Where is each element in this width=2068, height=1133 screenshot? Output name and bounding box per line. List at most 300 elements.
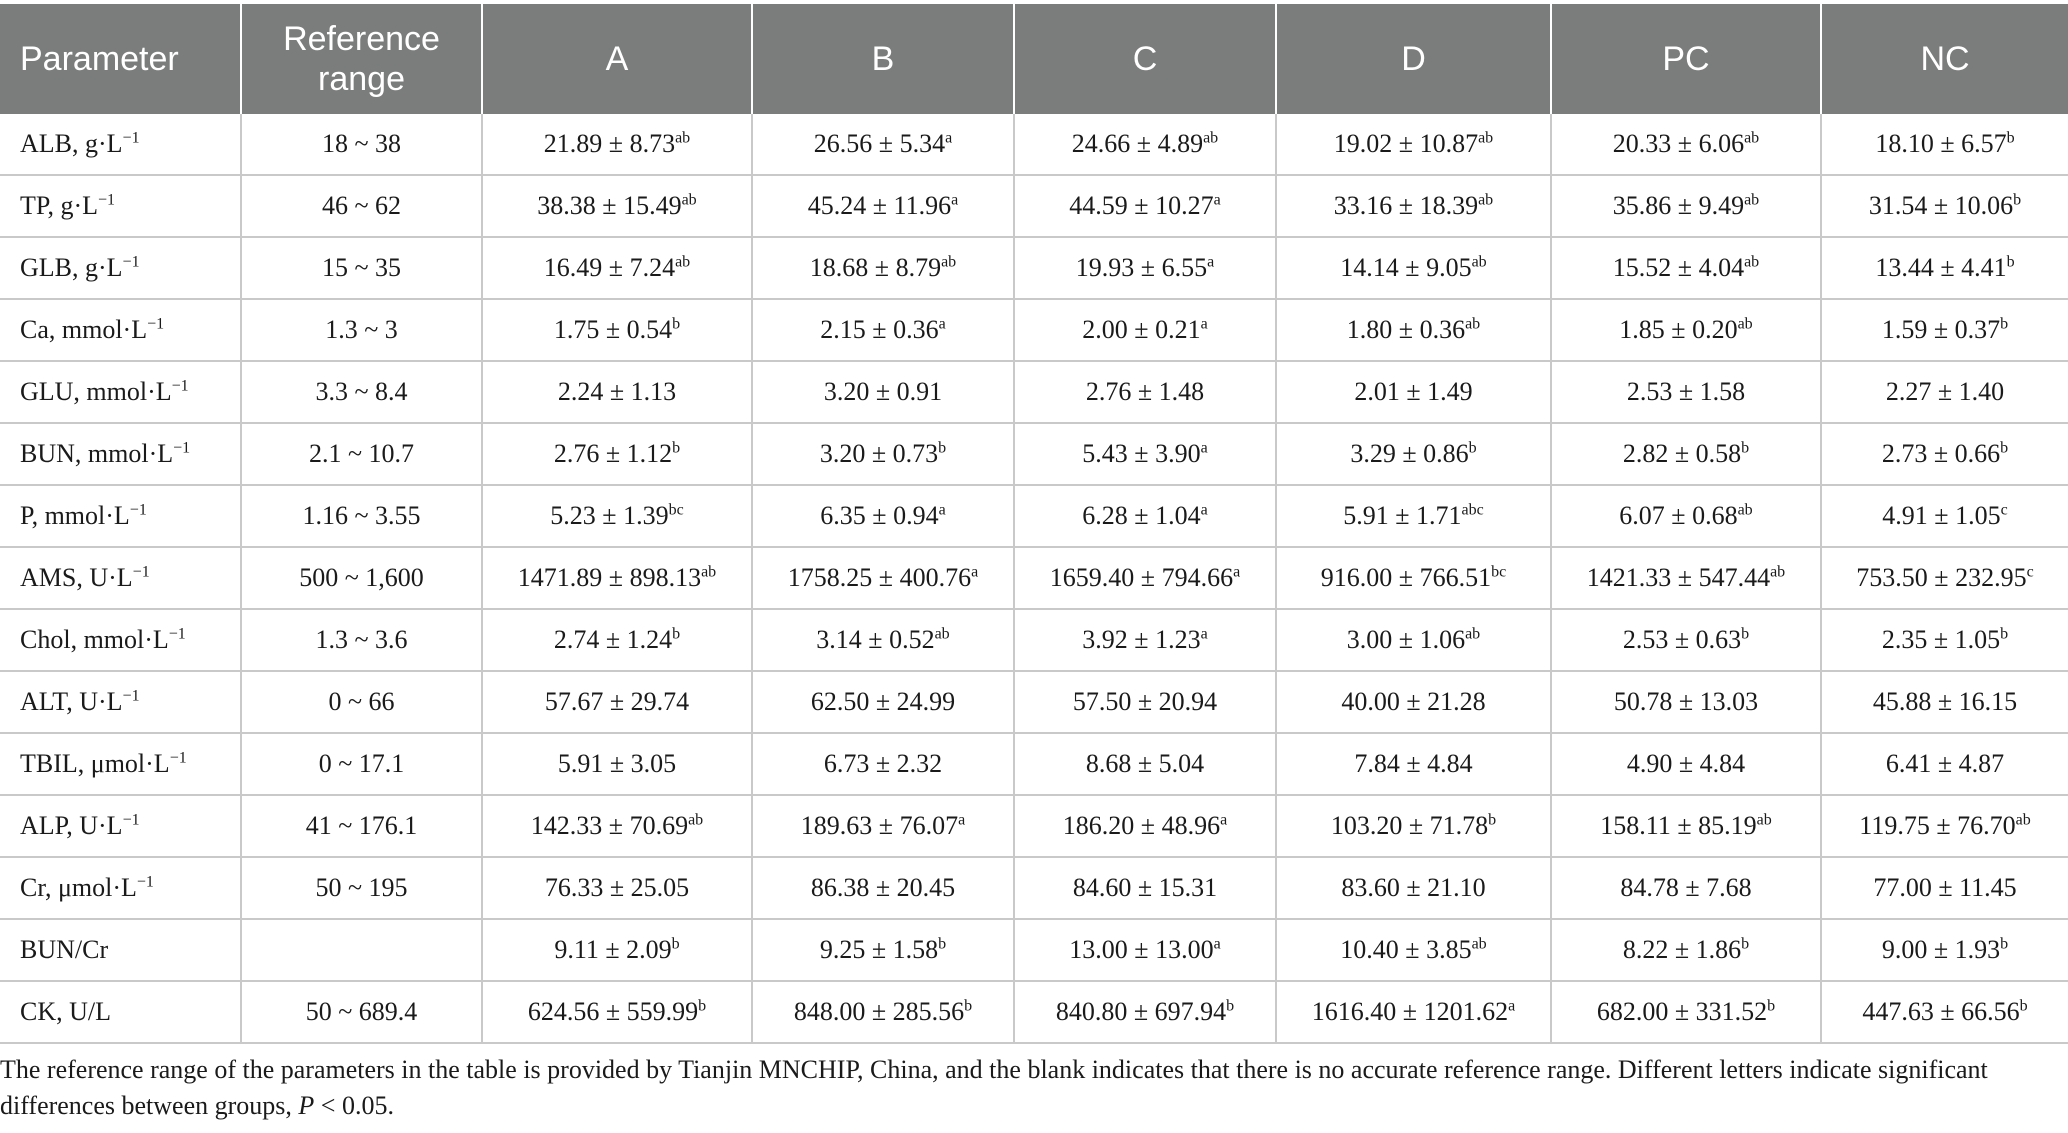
parameter-cell — [0, 547, 241, 609]
significance-letters: c — [2026, 563, 2034, 581]
mean-sd-value: 9.11 ± 2.09 — [554, 935, 672, 964]
parameter-name: TP, g·L — [20, 191, 98, 220]
mean-sd-value: 24.66 ± 4.89 — [1071, 129, 1204, 158]
parameter-cell — [0, 485, 241, 547]
mean-sd-value: 2.74 ± 1.24 — [553, 625, 673, 654]
significance-letters: ab — [1744, 191, 1760, 209]
significance-letters: ab — [1465, 315, 1481, 333]
value-cell — [1551, 547, 1821, 609]
significance-letters: b — [672, 315, 681, 333]
value-cell — [1551, 299, 1821, 361]
mean-sd-value: 1758.25 ± 400.76 — [787, 563, 972, 592]
significance-letters: b — [672, 625, 681, 643]
mean-sd-value: 1659.40 ± 794.66 — [1049, 563, 1234, 592]
mean-sd-value: 447.63 ± 66.56 — [1862, 997, 2020, 1026]
value-cell — [1276, 175, 1551, 237]
table-row — [0, 981, 2068, 1043]
significance-letters: ab — [1471, 935, 1487, 953]
reference-range-cell: 41 ~ 176.1 — [241, 795, 482, 857]
reference-range-cell: 500 ~ 1,600 — [241, 547, 482, 609]
significance-letters: b — [938, 935, 947, 953]
value-cell — [482, 919, 752, 981]
value-cell — [1551, 609, 1821, 671]
mean-sd-value: 8.22 ± 1.86 — [1622, 935, 1742, 964]
reference-range-cell: 1.3 ~ 3.6 — [241, 609, 482, 671]
value-cell — [1276, 671, 1551, 733]
table-row — [0, 547, 2068, 609]
significance-letters: b — [672, 439, 681, 457]
significance-letters: a — [1233, 563, 1241, 581]
mean-sd-value: 13.00 ± 13.00 — [1069, 935, 1214, 964]
reference-range-cell: 15 ~ 35 — [241, 237, 482, 299]
value-cell — [1276, 361, 1551, 423]
mean-sd-value: 31.54 ± 10.06 — [1868, 191, 2014, 220]
parameter-cell — [0, 237, 241, 299]
significance-letters: a — [1213, 935, 1221, 953]
significance-letters: ab — [1770, 563, 1786, 581]
mean-sd-value: 3.20 ± 0.91 — [823, 377, 943, 406]
value-cell — [482, 361, 752, 423]
mean-sd-value: 84.60 ± 15.31 — [1072, 873, 1218, 902]
significance-letters: ab — [1744, 129, 1760, 147]
significance-letters: ab — [1465, 625, 1481, 643]
significance-letters: a — [1200, 501, 1208, 519]
significance-letters: a — [1213, 191, 1221, 209]
table-row — [0, 237, 2068, 299]
unit-exponent: −1 — [122, 253, 140, 271]
mean-sd-value: 1.85 ± 0.20 — [1619, 315, 1738, 344]
mean-sd-value: 119.75 ± 76.70 — [1859, 811, 2016, 840]
significance-letters: b — [938, 439, 947, 457]
value-cell — [1276, 609, 1551, 671]
parameter-name: ALT, U·L — [20, 687, 123, 716]
mean-sd-value: 6.41 ± 4.87 — [1885, 749, 2005, 778]
mean-sd-value: 26.56 ± 5.34 — [813, 129, 946, 158]
table-footnote — [0, 1052, 2030, 1124]
parameter-cell — [0, 733, 241, 795]
significance-letters: ab — [1744, 253, 1760, 271]
value-cell — [1276, 981, 1551, 1043]
mean-sd-value: 20.33 ± 6.06 — [1612, 129, 1745, 158]
significance-letters: ab — [2015, 811, 2031, 829]
table-row — [0, 299, 2068, 361]
mean-sd-value: 1.75 ± 0.54 — [553, 315, 673, 344]
mean-sd-value: 5.91 ± 3.05 — [557, 749, 677, 778]
value-cell — [1821, 361, 2068, 423]
mean-sd-value: 15.52 ± 4.04 — [1612, 253, 1745, 282]
value-cell — [1551, 237, 1821, 299]
table-row — [0, 609, 2068, 671]
mean-sd-value: 2.76 ± 1.48 — [1085, 377, 1205, 406]
value-cell — [752, 919, 1014, 981]
significance-letters: b — [1741, 625, 1750, 643]
column-header: PC — [1551, 4, 1821, 114]
mean-sd-value: 8.68 ± 5.04 — [1085, 749, 1205, 778]
value-cell — [1014, 671, 1276, 733]
value-cell — [482, 981, 752, 1043]
value-cell — [1014, 547, 1276, 609]
parameter-name: GLB, g·L — [20, 253, 123, 282]
unit-exponent: −1 — [122, 811, 140, 829]
reference-range-cell: 46 ~ 62 — [241, 175, 482, 237]
value-cell — [1551, 733, 1821, 795]
mean-sd-value: 1.59 ± 0.37 — [1881, 315, 2001, 344]
mean-sd-value: 2.15 ± 0.36 — [820, 315, 939, 344]
significance-letters: b — [1468, 439, 1477, 457]
value-cell — [1551, 981, 1821, 1043]
mean-sd-value: 57.50 ± 20.94 — [1072, 687, 1218, 716]
mean-sd-value: 6.07 ± 0.68 — [1619, 501, 1738, 530]
results-table — [0, 4, 2068, 1044]
mean-sd-value: 6.28 ± 1.04 — [1082, 501, 1201, 530]
value-cell — [1276, 114, 1551, 175]
mean-sd-value: 21.89 ± 8.73 — [543, 129, 676, 158]
column-header: NC — [1821, 4, 2068, 114]
mean-sd-value: 50.78 ± 13.03 — [1613, 687, 1759, 716]
table-row — [0, 175, 2068, 237]
significance-letters: ab — [1478, 129, 1494, 147]
table-row — [0, 423, 2068, 485]
parameter-name: P, mmol·L — [20, 501, 130, 530]
parameter-name: BUN, mmol·L — [20, 439, 174, 468]
significance-letters: ab — [934, 625, 950, 643]
value-cell — [1821, 423, 2068, 485]
mean-sd-value: 2.00 ± 0.21 — [1082, 315, 1201, 344]
parameter-cell — [0, 857, 241, 919]
mean-sd-value: 2.73 ± 0.66 — [1881, 439, 2001, 468]
reference-range-cell: 1.3 ~ 3 — [241, 299, 482, 361]
significance-letters: ab — [681, 191, 697, 209]
value-cell — [752, 237, 1014, 299]
significance-letters: abc — [1461, 501, 1484, 519]
value-cell — [482, 609, 752, 671]
value-cell — [1276, 299, 1551, 361]
significance-letters: b — [2019, 997, 2028, 1015]
value-cell — [482, 423, 752, 485]
mean-sd-value: 2.27 ± 1.40 — [1885, 377, 2005, 406]
mean-sd-value: 13.44 ± 4.41 — [1875, 253, 2007, 282]
mean-sd-value: 2.53 ± 1.58 — [1626, 377, 1746, 406]
table-header — [0, 4, 2068, 114]
mean-sd-value: 6.35 ± 0.94 — [820, 501, 939, 530]
parameter-cell — [0, 423, 241, 485]
column-header: Parameter — [0, 4, 241, 114]
mean-sd-value: 10.40 ± 3.85 — [1340, 935, 1472, 964]
mean-sd-value: 2.82 ± 0.58 — [1622, 439, 1742, 468]
column-header: B — [752, 4, 1014, 114]
mean-sd-value: 5.23 ± 1.39 — [550, 501, 669, 530]
significance-letters: a — [1207, 253, 1215, 271]
value-cell — [752, 114, 1014, 175]
table-row — [0, 361, 2068, 423]
value-cell — [1821, 175, 2068, 237]
value-cell — [482, 299, 752, 361]
reference-range-cell: 50 ~ 689.4 — [241, 981, 482, 1043]
mean-sd-value: 76.33 ± 25.05 — [544, 873, 690, 902]
value-cell — [1276, 919, 1551, 981]
significance-letters: a — [1200, 439, 1208, 457]
table-row — [0, 795, 2068, 857]
mean-sd-value: 86.38 ± 20.45 — [810, 873, 956, 902]
value-cell — [482, 671, 752, 733]
parameter-cell — [0, 671, 241, 733]
parameter-name: BUN/Cr — [20, 935, 109, 964]
mean-sd-value: 19.93 ± 6.55 — [1075, 253, 1208, 282]
reference-range-cell: 3.3 ~ 8.4 — [241, 361, 482, 423]
value-cell — [1551, 857, 1821, 919]
unit-exponent: −1 — [122, 687, 140, 705]
value-cell — [1014, 237, 1276, 299]
table-row — [0, 671, 2068, 733]
unit-exponent: −1 — [136, 873, 154, 891]
parameter-cell — [0, 919, 241, 981]
significance-letters: a — [1508, 997, 1516, 1015]
value-cell — [1014, 361, 1276, 423]
value-cell — [1821, 485, 2068, 547]
value-cell — [1821, 981, 2068, 1043]
parameter-name: Cr, μmol·L — [20, 873, 137, 902]
mean-sd-value: 40.00 ± 21.28 — [1341, 687, 1486, 716]
unit-exponent: −1 — [98, 191, 116, 209]
mean-sd-value: 1616.40 ± 1201.62 — [1311, 997, 1509, 1026]
parameter-name: TBIL, μmol·L — [20, 749, 170, 778]
value-cell — [1821, 547, 2068, 609]
mean-sd-value: 45.24 ± 11.96 — [807, 191, 952, 220]
mean-sd-value: 77.00 ± 11.45 — [1873, 873, 2017, 902]
mean-sd-value: 158.11 ± 85.19 — [1600, 811, 1757, 840]
value-cell — [752, 423, 1014, 485]
unit-exponent: −1 — [132, 563, 150, 581]
unit-exponent: −1 — [122, 129, 140, 147]
parameter-name: ALB, g·L — [20, 129, 123, 158]
value-cell — [1551, 114, 1821, 175]
value-cell — [752, 175, 1014, 237]
mean-sd-value: 103.20 ± 71.78 — [1330, 811, 1489, 840]
value-cell — [1276, 237, 1551, 299]
value-cell — [1551, 361, 1821, 423]
unit-exponent: −1 — [168, 625, 186, 643]
significance-letters: ab — [688, 811, 704, 829]
significance-letters: b — [2000, 315, 2009, 333]
significance-letters: a — [971, 563, 979, 581]
mean-sd-value: 19.02 ± 10.87 — [1333, 129, 1479, 158]
value-cell — [1551, 795, 1821, 857]
value-cell — [482, 237, 752, 299]
table-row — [0, 857, 2068, 919]
mean-sd-value: 1.80 ± 0.36 — [1346, 315, 1466, 344]
parameter-cell — [0, 981, 241, 1043]
unit-exponent: −1 — [169, 749, 187, 767]
significance-letters: a — [1200, 315, 1208, 333]
mean-sd-value: 38.38 ± 15.49 — [537, 191, 682, 220]
significance-letters: ab — [1737, 315, 1753, 333]
header-row — [0, 4, 2068, 114]
parameter-name: GLU, mmol·L — [20, 377, 172, 406]
mean-sd-value: 3.29 ± 0.86 — [1350, 439, 1469, 468]
significance-letters: a — [958, 811, 966, 829]
value-cell — [1821, 114, 2068, 175]
mean-sd-value: 624.56 ± 559.99 — [527, 997, 699, 1026]
significance-letters: ab — [675, 253, 691, 271]
significance-letters: a — [1200, 625, 1208, 643]
significance-letters: a — [945, 129, 953, 147]
value-cell — [1821, 671, 2068, 733]
parameter-cell — [0, 299, 241, 361]
value-cell — [482, 175, 752, 237]
mean-sd-value: 62.50 ± 24.99 — [810, 687, 956, 716]
unit-exponent: −1 — [173, 439, 191, 457]
reference-range-cell: 0 ~ 66 — [241, 671, 482, 733]
reference-range-cell — [241, 919, 482, 981]
value-cell — [1821, 857, 2068, 919]
significance-letters: a — [1220, 811, 1228, 829]
significance-letters: a — [938, 501, 946, 519]
significance-letters: ab — [941, 253, 957, 271]
mean-sd-value: 18.68 ± 8.79 — [809, 253, 942, 282]
value-cell — [482, 795, 752, 857]
mean-sd-value: 916.00 ± 766.51 — [1320, 563, 1492, 592]
footnote-text: The reference range of the parameters in the table is provided by Tianjin MNCHIP, China, and the blank indicates that there is no accurate reference range. Different letters indicate significant differences between groups, — [0, 1055, 1988, 1120]
value-cell — [1551, 671, 1821, 733]
mean-sd-value: 1471.89 ± 898.13 — [517, 563, 702, 592]
value-cell — [1014, 795, 1276, 857]
value-cell — [752, 485, 1014, 547]
mean-sd-value: 7.84 ± 4.84 — [1354, 749, 1473, 778]
value-cell — [1014, 299, 1276, 361]
mean-sd-value: 3.20 ± 0.73 — [819, 439, 939, 468]
mean-sd-value: 45.88 ± 16.15 — [1872, 687, 2018, 716]
parameter-cell — [0, 114, 241, 175]
mean-sd-value: 33.16 ± 18.39 — [1333, 191, 1479, 220]
value-cell — [482, 114, 752, 175]
value-cell — [1551, 919, 1821, 981]
parameter-cell — [0, 795, 241, 857]
value-cell — [1276, 423, 1551, 485]
mean-sd-value: 9.25 ± 1.58 — [819, 935, 939, 964]
significance-letters: ab — [1471, 253, 1487, 271]
significance-letters: b — [671, 935, 680, 953]
mean-sd-value: 14.14 ± 9.05 — [1340, 253, 1472, 282]
significance-letters: ab — [1737, 501, 1753, 519]
value-cell — [752, 733, 1014, 795]
significance-letters: bc — [668, 501, 684, 519]
significance-letters: b — [2000, 625, 2009, 643]
value-cell — [752, 857, 1014, 919]
value-cell — [1014, 919, 1276, 981]
table-row — [0, 114, 2068, 175]
footnote-p-value: < 0.05. — [314, 1091, 394, 1120]
value-cell — [1821, 237, 2068, 299]
significance-letters: b — [2013, 191, 2022, 209]
table-body — [0, 114, 2068, 1043]
mean-sd-value: 5.91 ± 1.71 — [1343, 501, 1462, 530]
table-row — [0, 919, 2068, 981]
table-row — [0, 485, 2068, 547]
column-header: Reference range — [241, 4, 482, 114]
mean-sd-value: 848.00 ± 285.56 — [793, 997, 965, 1026]
footnote-p-symbol: P — [298, 1091, 315, 1120]
mean-sd-value: 35.86 ± 9.49 — [1612, 191, 1745, 220]
significance-letters: b — [1226, 997, 1235, 1015]
mean-sd-value: 753.50 ± 232.95 — [1856, 563, 2027, 592]
unit-exponent: −1 — [147, 315, 165, 333]
significance-letters: b — [964, 997, 973, 1015]
unit-exponent: −1 — [129, 501, 147, 519]
value-cell — [1821, 919, 2068, 981]
parameter-name: Chol, mmol·L — [20, 625, 169, 654]
mean-sd-value: 2.01 ± 1.49 — [1354, 377, 1473, 406]
significance-letters: b — [1741, 439, 1750, 457]
value-cell — [1821, 733, 2068, 795]
mean-sd-value: 6.73 ± 2.32 — [823, 749, 943, 778]
reference-range-cell: 18 ~ 38 — [241, 114, 482, 175]
parameter-cell — [0, 361, 241, 423]
mean-sd-value: 4.90 ± 4.84 — [1626, 749, 1746, 778]
mean-sd-value: 5.43 ± 3.90 — [1082, 439, 1201, 468]
mean-sd-value: 3.00 ± 1.06 — [1346, 625, 1466, 654]
significance-letters: ab — [675, 129, 691, 147]
value-cell — [752, 671, 1014, 733]
value-cell — [752, 547, 1014, 609]
significance-letters: a — [951, 191, 959, 209]
value-cell — [1551, 423, 1821, 485]
value-cell — [482, 733, 752, 795]
value-cell — [1014, 175, 1276, 237]
value-cell — [1276, 857, 1551, 919]
value-cell — [482, 547, 752, 609]
significance-letters: ab — [1203, 129, 1219, 147]
value-cell — [1014, 981, 1276, 1043]
mean-sd-value: 2.35 ± 1.05 — [1881, 625, 2001, 654]
value-cell — [1014, 857, 1276, 919]
mean-sd-value: 186.20 ± 48.96 — [1062, 811, 1221, 840]
significance-letters: b — [2006, 253, 2015, 271]
mean-sd-value: 1421.33 ± 547.44 — [1586, 563, 1771, 592]
table-row — [0, 733, 2068, 795]
mean-sd-value: 84.78 ± 7.68 — [1620, 873, 1752, 902]
value-cell — [1276, 795, 1551, 857]
value-cell — [1014, 733, 1276, 795]
significance-letters: c — [2000, 501, 2008, 519]
parameter-cell — [0, 609, 241, 671]
value-cell — [752, 609, 1014, 671]
value-cell — [752, 981, 1014, 1043]
significance-letters: ab — [1756, 811, 1772, 829]
mean-sd-value: 189.63 ± 76.07 — [800, 811, 959, 840]
significance-letters: b — [1741, 935, 1750, 953]
value-cell — [1014, 485, 1276, 547]
value-cell — [1551, 175, 1821, 237]
mean-sd-value: 4.91 ± 1.05 — [1882, 501, 2001, 530]
value-cell — [752, 795, 1014, 857]
value-cell — [1014, 114, 1276, 175]
mean-sd-value: 840.80 ± 697.94 — [1055, 997, 1227, 1026]
mean-sd-value: 57.67 ± 29.74 — [544, 687, 690, 716]
value-cell — [752, 299, 1014, 361]
column-header: A — [482, 4, 752, 114]
mean-sd-value: 9.00 ± 1.93 — [1881, 935, 2001, 964]
mean-sd-value: 83.60 ± 21.10 — [1341, 873, 1486, 902]
mean-sd-value: 2.76 ± 1.12 — [553, 439, 673, 468]
significance-letters: ab — [701, 563, 717, 581]
mean-sd-value: 142.33 ± 70.69 — [530, 811, 689, 840]
reference-range-cell: 2.1 ~ 10.7 — [241, 423, 482, 485]
mean-sd-value: 2.24 ± 1.13 — [557, 377, 677, 406]
value-cell — [482, 857, 752, 919]
mean-sd-value: 682.00 ± 331.52 — [1596, 997, 1768, 1026]
significance-letters: b — [2000, 935, 2009, 953]
reference-range-cell: 1.16 ~ 3.55 — [241, 485, 482, 547]
